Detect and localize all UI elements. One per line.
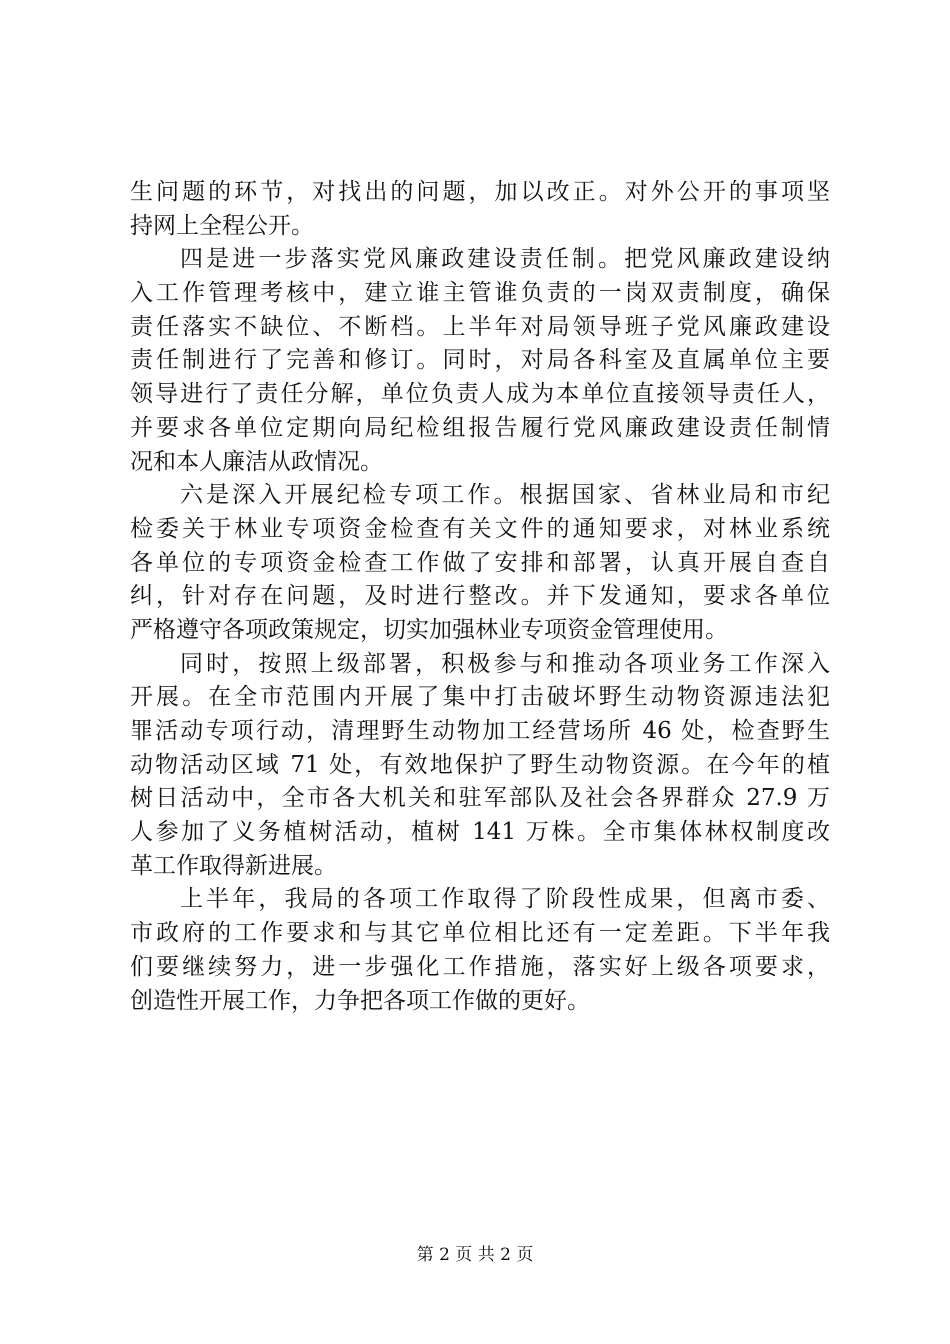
text-line: 六是深入开展纪检专项工作。根据国家、省林业局和市纪 bbox=[180, 482, 830, 509]
text-line: 人参加了义务植树活动，植树 141 万株。全市集体林权制度改 bbox=[130, 819, 830, 846]
text-line: 生问题的环节，对找出的问题，加以改正。对外公开的事项坚 bbox=[130, 179, 830, 205]
text-line: 市政府的工作要求和与其它单位相比还有一定差距。下半年我 bbox=[130, 920, 830, 947]
text-line: 们要继续努力，进一步强化工作措施，落实好上级各项要求， bbox=[130, 953, 830, 980]
text-line: 况和本人廉洁从政情况。 bbox=[130, 448, 383, 475]
text-line: 革工作取得新进展。 bbox=[130, 852, 337, 879]
text-line: 上半年，我局的各项工作取得了阶段性成果，但离市委、 bbox=[180, 886, 830, 913]
text-line: 检委关于林业专项资金检查有关文件的通知要求，对林业系统 bbox=[130, 515, 830, 542]
paragraph bbox=[130, 243, 830, 479]
paragraph bbox=[130, 648, 830, 884]
text-line: 罪活动专项行动，清理野生动物加工经营场所 46 处，检查野生 bbox=[130, 718, 830, 744]
text-line: 领导进行了责任分解，单位负责人成为本单位直接领导责任人， bbox=[130, 381, 830, 408]
text-line: 严格遵守各项政策规定，切实加强林业专项资金管理使用。 bbox=[130, 616, 728, 643]
paragraph bbox=[130, 479, 830, 647]
text-line: 纠，针对存在问题，及时进行整改。并下发通知，要求各单位 bbox=[130, 583, 830, 610]
text-line: 创造性开展工作，力争把各项工作做的更好。 bbox=[130, 987, 590, 1014]
text-line: 责任制进行了完善和修订。同时，对局各科室及直属单位主要 bbox=[130, 347, 830, 374]
text-line: 各单位的专项资金检查工作做了安排和部署，认真开展自查自 bbox=[130, 549, 830, 576]
text-line: 四是进一步落实党风廉政建设责任制。把党风廉政建设纳 bbox=[180, 246, 830, 273]
text-line: 入工作管理考核中，建立谁主管谁负责的一岗双责制度，确保 bbox=[130, 280, 830, 307]
page-footer: 第 2 页 共 2 页 bbox=[416, 1245, 534, 1265]
text-line: 同时，按照上级部署，积极参与和推动各项业务工作深入 bbox=[180, 650, 830, 677]
paragraph bbox=[130, 176, 830, 243]
paragraph bbox=[130, 883, 830, 1018]
text-line: 并要求各单位定期向局纪检组报告履行党风廉政建设责任制情 bbox=[130, 414, 830, 441]
text-line: 持网上全程公开。 bbox=[130, 212, 314, 239]
document-body bbox=[130, 176, 830, 1018]
text-line: 树日活动中，全市各大机关和驻军部队及社会各界群众 27.9 万 bbox=[130, 785, 830, 812]
text-line: 开展。在全市范围内开展了集中打击破坏野生动物资源违法犯 bbox=[130, 684, 830, 711]
text-line: 责任落实不缺位、不断档。上半年对局领导班子党风廉政建设 bbox=[130, 313, 830, 340]
text-line: 动物活动区域 71 处，有效地保护了野生动物资源。在今年的植 bbox=[130, 751, 830, 778]
